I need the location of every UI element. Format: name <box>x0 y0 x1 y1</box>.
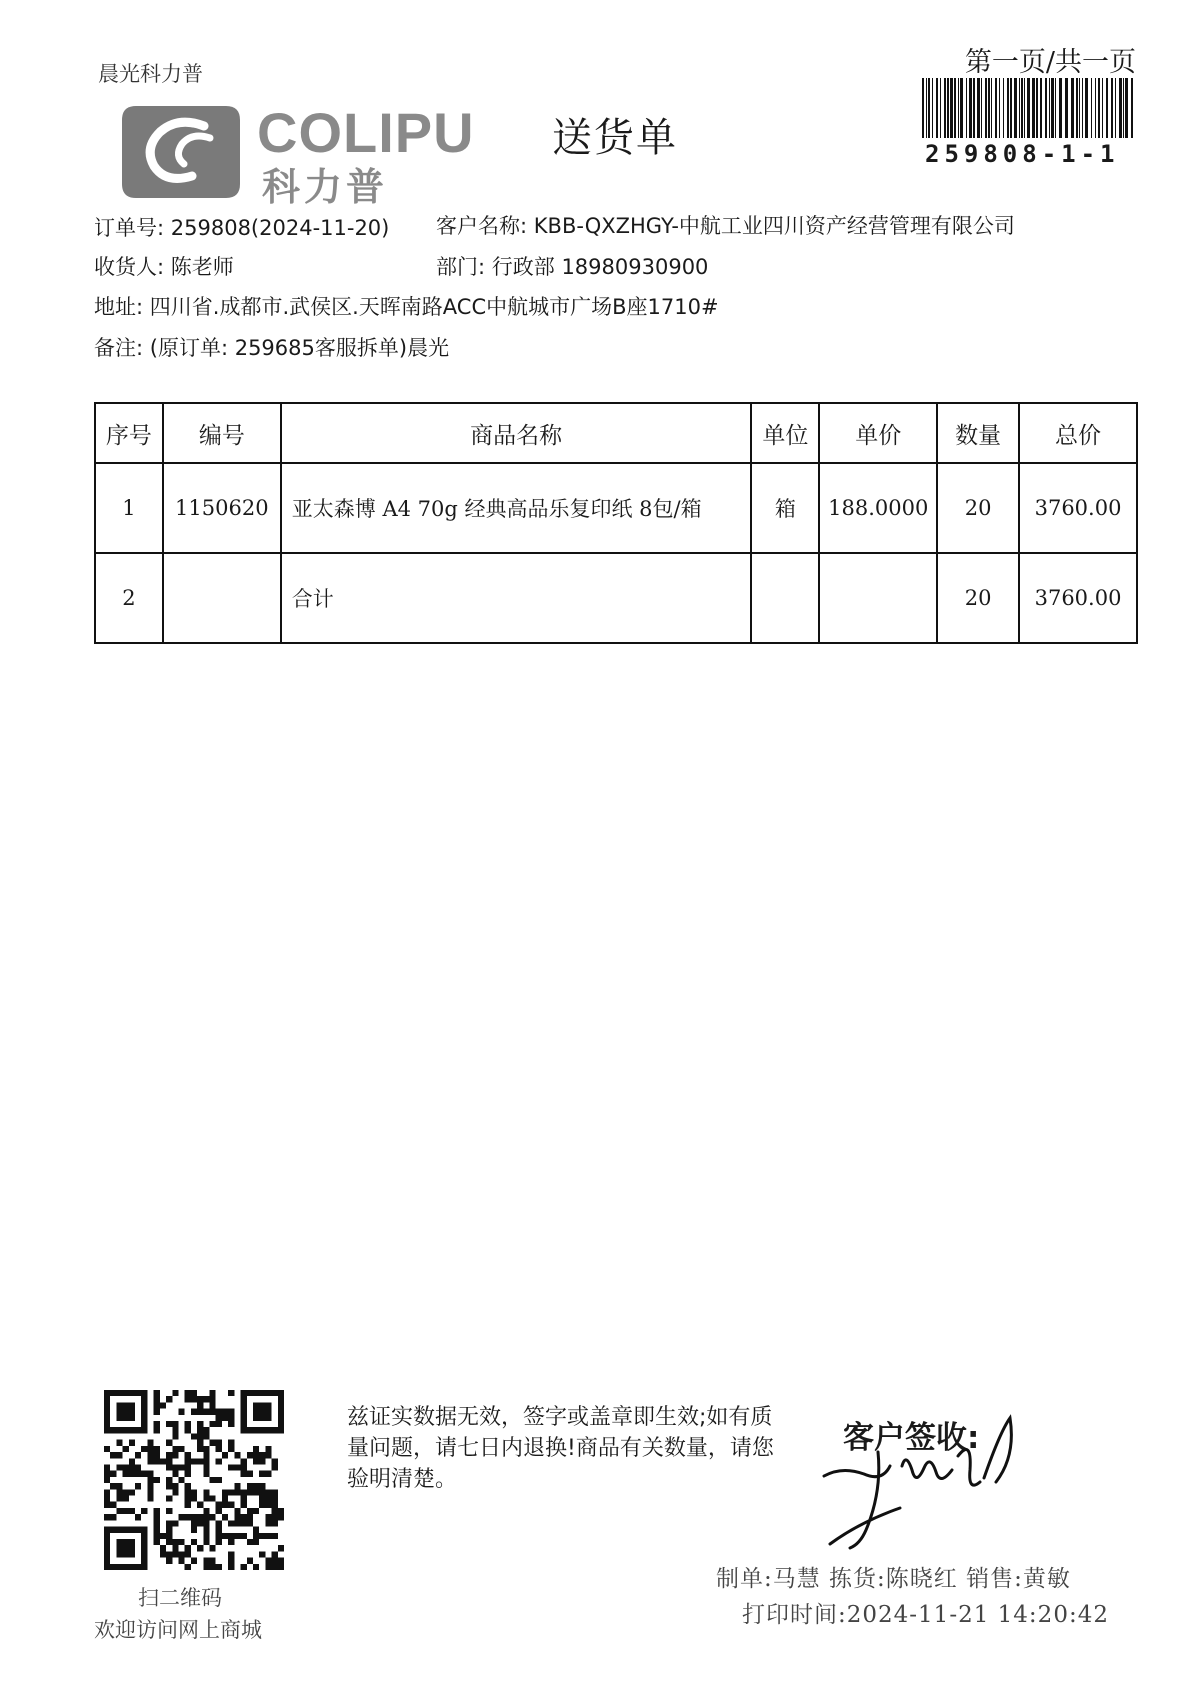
remark-label: 备注: <box>94 336 144 360</box>
receiver-label: 收货人: <box>94 255 165 279</box>
cell-unit: 箱 <box>751 463 819 553</box>
handwritten-signature <box>820 1412 1040 1552</box>
items-table <box>94 402 1138 644</box>
order-number <box>94 212 389 242</box>
address-label: 地址: <box>94 295 144 319</box>
column-header: 商品名称 <box>281 403 752 463</box>
column-header: 总价 <box>1019 403 1137 463</box>
cell-total: 3760.00 <box>1019 553 1137 643</box>
logo-chinese: 科力普 <box>262 165 389 209</box>
barcode-number: 259808-1-1 <box>925 140 1120 168</box>
cell-price: 188.0000 <box>819 463 937 553</box>
barcode-icon <box>922 78 1138 138</box>
department-value: 行政部 18980930900 <box>491 255 709 279</box>
remark <box>94 332 449 362</box>
address-value: 四川省.成都市.武侯区.天晖南路ACC中航城市广场B座1710# <box>149 295 719 319</box>
department-label: 部门: <box>436 255 486 279</box>
qr-caption: 扫二维码 <box>138 1586 222 1610</box>
cell-product-name: 亚太森博 A4 70g 经典高品乐复印纸 8包/箱 <box>281 463 752 553</box>
order-number-label: 订单号: <box>94 216 165 240</box>
column-header: 编号 <box>163 403 281 463</box>
print-time: 打印时间:2024-11-21 14:20:42 <box>742 1602 1109 1628</box>
column-header: 序号 <box>95 403 163 463</box>
customer-signature-label: 客户签收: <box>843 1420 980 1456</box>
table-row <box>95 463 1137 553</box>
cell-total: 3760.00 <box>1019 463 1137 553</box>
cell-code: 1150620 <box>163 463 281 553</box>
page-indicator: 第一页/共一页 <box>964 47 1136 78</box>
colipu-logo-icon <box>118 102 244 202</box>
order-number-value: 259808(2024-11-20) <box>170 216 390 240</box>
receiver-value: 陈老师 <box>170 255 234 279</box>
customer-name <box>436 210 1015 240</box>
column-header: 单位 <box>751 403 819 463</box>
cell-qty: 20 <box>937 463 1019 553</box>
remark-value: (原订单: 259685客服拆单)晨光 <box>149 336 450 360</box>
document-title: 送货单 <box>552 115 678 161</box>
staff-info: 制单:马慧 拣货:陈晓红 销售:黄敏 <box>716 1566 1071 1592</box>
company-name: 晨光科力普 <box>98 62 203 86</box>
cell-no: 1 <box>95 463 163 553</box>
column-header: 单价 <box>819 403 937 463</box>
logo-wordmark: COLIPU <box>257 101 475 164</box>
cell-unit <box>751 553 819 643</box>
cell-no: 2 <box>95 553 163 643</box>
cell-code <box>163 553 281 643</box>
customer-label: 客户名称: <box>436 214 528 238</box>
qr-code-icon[interactable] <box>104 1390 284 1570</box>
cell-qty: 20 <box>937 553 1019 643</box>
cell-product-name: 合计 <box>281 553 752 643</box>
table-row-total <box>95 553 1137 643</box>
table-header-row <box>95 403 1137 463</box>
validity-notice: 兹证实数据无效，签字或盖章即生效;如有质量问题，请七日内退换!商品有关数量，请您验明清楚。 <box>347 1405 774 1492</box>
address <box>94 291 719 321</box>
cell-price <box>819 553 937 643</box>
qr-subcaption: 欢迎访问网上商城 <box>94 1618 262 1642</box>
department <box>436 251 708 281</box>
column-header: 数量 <box>937 403 1019 463</box>
customer-value: KBB-QXZHGY-中航工业四川资产经营管理有限公司 <box>533 214 1015 238</box>
receiver <box>94 251 234 281</box>
